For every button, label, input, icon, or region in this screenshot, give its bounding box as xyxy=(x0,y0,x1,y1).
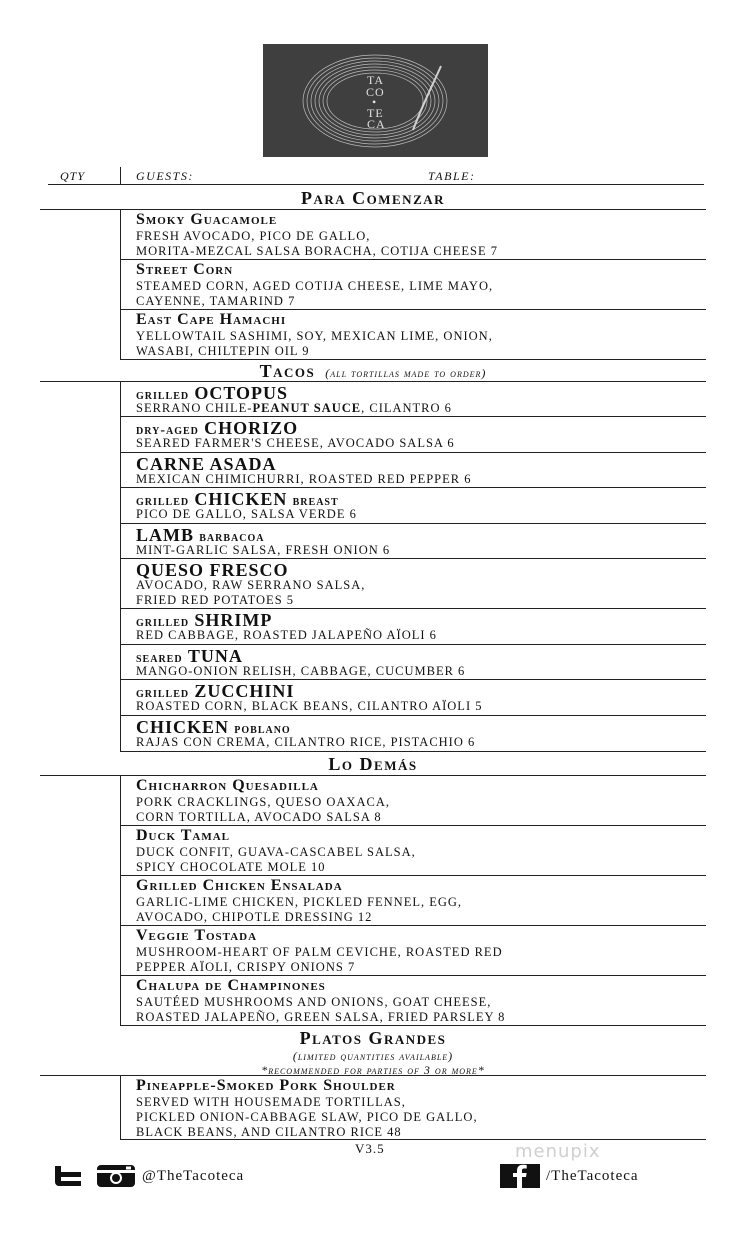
item-desc: STEAMED CORN, AGED COTIJA CHEESE, LIME MAYO, xyxy=(136,279,494,293)
guests-label: GUESTS: xyxy=(136,169,194,183)
item-desc: CORN TORTILLA, AVOCADO SALSA 8 xyxy=(136,810,382,824)
item-desc: MORITA-MEZCAL SALSA BORACHA, COTIJA CHEESE 7 xyxy=(136,244,498,258)
item-name: ZUCCHINI xyxy=(194,681,295,701)
item-desc: RAJAS CON CREMA, CILANTRO RICE, PISTACHIO 6 xyxy=(136,735,476,749)
menu-item-east-cape-hamachi xyxy=(121,310,706,360)
menu-version: V3.5 xyxy=(355,1141,385,1156)
menu-item-grilled-octopus xyxy=(121,382,706,417)
logo-emblem xyxy=(263,44,488,157)
menu-item-veggie-tostada xyxy=(121,926,706,976)
menu-item-queso-fresco xyxy=(121,559,706,609)
item-name: CHORIZO xyxy=(204,418,299,438)
menu-item-chicharron-quesadilla xyxy=(121,776,706,826)
item-desc: PICKLED ONION-CABBAGE SLAW, PICO DE GALLO, xyxy=(136,1110,478,1124)
item-desc: YELLOWTAIL SASHIMI, SOY, MEXICAN LIME, ONION, xyxy=(136,329,493,343)
menu-item-pineapple-smoked-pork-shoulder xyxy=(121,1076,706,1140)
item-name: QUESO FRESCO xyxy=(136,560,289,580)
item-desc: MANGO-ONION RELISH, CABBAGE, CUCUMBER 6 xyxy=(136,664,466,678)
menu-item-seared-tuna xyxy=(121,645,706,680)
item-prefix: grilled xyxy=(136,388,190,403)
item-desc: MEXICAN CHIMICHURRI, ROASTED RED PEPPER 6 xyxy=(136,472,472,486)
item-name: Duck Tamal xyxy=(136,827,230,844)
section-note: (all tortillas made to order) xyxy=(325,366,487,380)
item-name: Chalupa de Champinones xyxy=(136,977,326,994)
menu-item-dry-aged-chorizo xyxy=(121,417,706,453)
section-title: Para Comenzar xyxy=(300,188,446,208)
facebook-icon[interactable] xyxy=(500,1164,540,1188)
item-desc: CAYENNE, TAMARIND 7 xyxy=(136,294,296,308)
item-prefix: grilled xyxy=(136,494,190,509)
item-suffix: breast xyxy=(292,494,339,509)
qty-label: QTY xyxy=(60,169,86,183)
item-desc: MUSHROOM-HEART OF PALM CEVICHE, ROASTED RED xyxy=(136,945,503,959)
item-desc: RED CABBAGE, ROASTED JALAPEÑO AÏOLI 6 xyxy=(136,628,437,642)
item-desc: AVOCADO, RAW SERRANO SALSA, xyxy=(136,578,366,592)
item-desc: GARLIC-LIME CHICKEN, PICKLED FENNEL, EGG, xyxy=(136,895,463,909)
menu-item-duck-tamal xyxy=(121,826,706,876)
item-name: TUNA xyxy=(187,646,243,666)
item-name: SHRIMP xyxy=(194,610,273,630)
item-name: LAMB xyxy=(136,525,194,545)
item-prefix: dry-aged xyxy=(136,423,199,438)
section-tacos xyxy=(40,360,706,382)
item-suffix: barbacoa xyxy=(199,530,265,545)
item-desc: BLACK BEANS, AND CILANTRO RICE 48 xyxy=(136,1125,402,1139)
item-desc: FRESH AVOCADO, PICO DE GALLO, xyxy=(136,229,371,243)
menu-item-carne-asada xyxy=(121,453,706,488)
item-desc: PORK CRACKLINGS, QUESO OAXACA, xyxy=(136,795,390,809)
item-name: Pineapple-Smoked Pork Shoulder xyxy=(136,1077,396,1094)
section-para-comenzar xyxy=(40,185,706,210)
item-desc: WASABI, CHILTEPIN OIL 9 xyxy=(136,344,310,358)
menu-item-chicken-poblano xyxy=(121,716,706,752)
logo xyxy=(263,44,488,157)
item-desc: PEPPER AÏOLI, CRISPY ONIONS 7 xyxy=(136,960,356,974)
logo-text: CA xyxy=(367,117,386,131)
instagram-icon[interactable] xyxy=(96,1164,136,1188)
item-prefix: grilled xyxy=(136,686,190,701)
twitter-icon[interactable] xyxy=(52,1165,86,1187)
section-lo-demas xyxy=(40,752,706,776)
item-desc: ROASTED JALAPEÑO, GREEN SALSA, FRIED PARSLEY 8 xyxy=(136,1010,506,1024)
social-right xyxy=(500,1163,639,1189)
item-desc: SPICY CHOCOLATE MOLE 10 xyxy=(136,860,326,874)
order-header xyxy=(48,167,704,185)
section-title: Tacos xyxy=(259,361,316,381)
item-name: OCTOPUS xyxy=(194,383,289,403)
section-title: Platos Grandes xyxy=(299,1028,447,1048)
item-name: CHICKEN xyxy=(136,717,230,737)
item-name: East Cape Hamachi xyxy=(136,311,287,328)
item-name: CHICKEN xyxy=(194,489,288,509)
watermark: menupix xyxy=(515,1141,601,1162)
logo-text: TA xyxy=(367,73,385,87)
item-desc: SERVED WITH HOUSEMADE TORTILLAS, xyxy=(136,1095,406,1109)
item-desc: SAUTÉED MUSHROOMS AND ONIONS, GOAT CHEESE, xyxy=(136,995,492,1009)
item-desc: ROASTED CORN, BLACK BEANS, CILANTRO AÏOLI 5 xyxy=(136,699,483,713)
item-desc: MINT-GARLIC SALSA, FRESH ONION 6 xyxy=(136,543,391,557)
item-desc: PICO DE GALLO, SALSA VERDE 6 xyxy=(136,507,357,521)
twitter-instagram-handle[interactable]: @TheTacoteca xyxy=(142,1167,245,1184)
menu-item-street-corn xyxy=(121,260,706,310)
menu-item-grilled-chicken-ensalada xyxy=(121,876,706,926)
menu-item-chalupa-de-champinones xyxy=(121,976,706,1026)
menu-item-lamb-barbacoa xyxy=(121,524,706,559)
table-label: TABLE: xyxy=(428,169,476,183)
social-left xyxy=(52,1163,244,1189)
logo-text: CO xyxy=(366,85,385,99)
item-desc: , CILANTRO 6 xyxy=(361,401,452,415)
item-desc: FRIED RED POTATOES 5 xyxy=(136,593,295,607)
item-desc: SEARED FARMER'S CHEESE, AVOCADO SALSA 6 xyxy=(136,436,455,450)
item-prefix: grilled xyxy=(136,615,190,630)
section-platos-grandes xyxy=(40,1026,706,1076)
menu-item-grilled-chicken-breast xyxy=(121,488,706,524)
logo-text: • xyxy=(372,95,378,109)
section-title: Lo Demás xyxy=(328,754,418,774)
logo-stroke xyxy=(413,66,441,130)
logo-text: TE xyxy=(367,106,384,120)
facebook-handle[interactable]: /TheTacoteca xyxy=(546,1167,639,1184)
item-desc: SERRANO CHILE- xyxy=(136,401,253,415)
item-name: Street Corn xyxy=(136,261,234,278)
item-name: CARNE ASADA xyxy=(136,454,277,474)
item-name: Chicharron Quesadilla xyxy=(136,777,319,794)
item-desc: AVOCADO, CHIPOTLE DRESSING 12 xyxy=(136,910,373,924)
item-name: Smoky Guacamole xyxy=(136,211,278,228)
item-prefix: seared xyxy=(136,651,183,666)
item-name: Veggie Tostada xyxy=(136,927,258,944)
section-note: *recommended for parties of 3 or more* xyxy=(261,1063,485,1077)
item-name: Grilled Chicken Ensalada xyxy=(136,877,343,894)
menu-item-grilled-zucchini xyxy=(121,680,706,716)
menu-item-grilled-shrimp xyxy=(121,609,706,645)
menu-item-smoky-guacamole xyxy=(121,210,706,260)
item-desc-highlight: PEANUT SAUCE xyxy=(252,401,362,415)
section-note: (limited quantities available) xyxy=(292,1049,454,1063)
item-desc: DUCK CONFIT, GUAVA-CASCABEL SALSA, xyxy=(136,845,416,859)
item-suffix: poblano xyxy=(234,722,291,737)
